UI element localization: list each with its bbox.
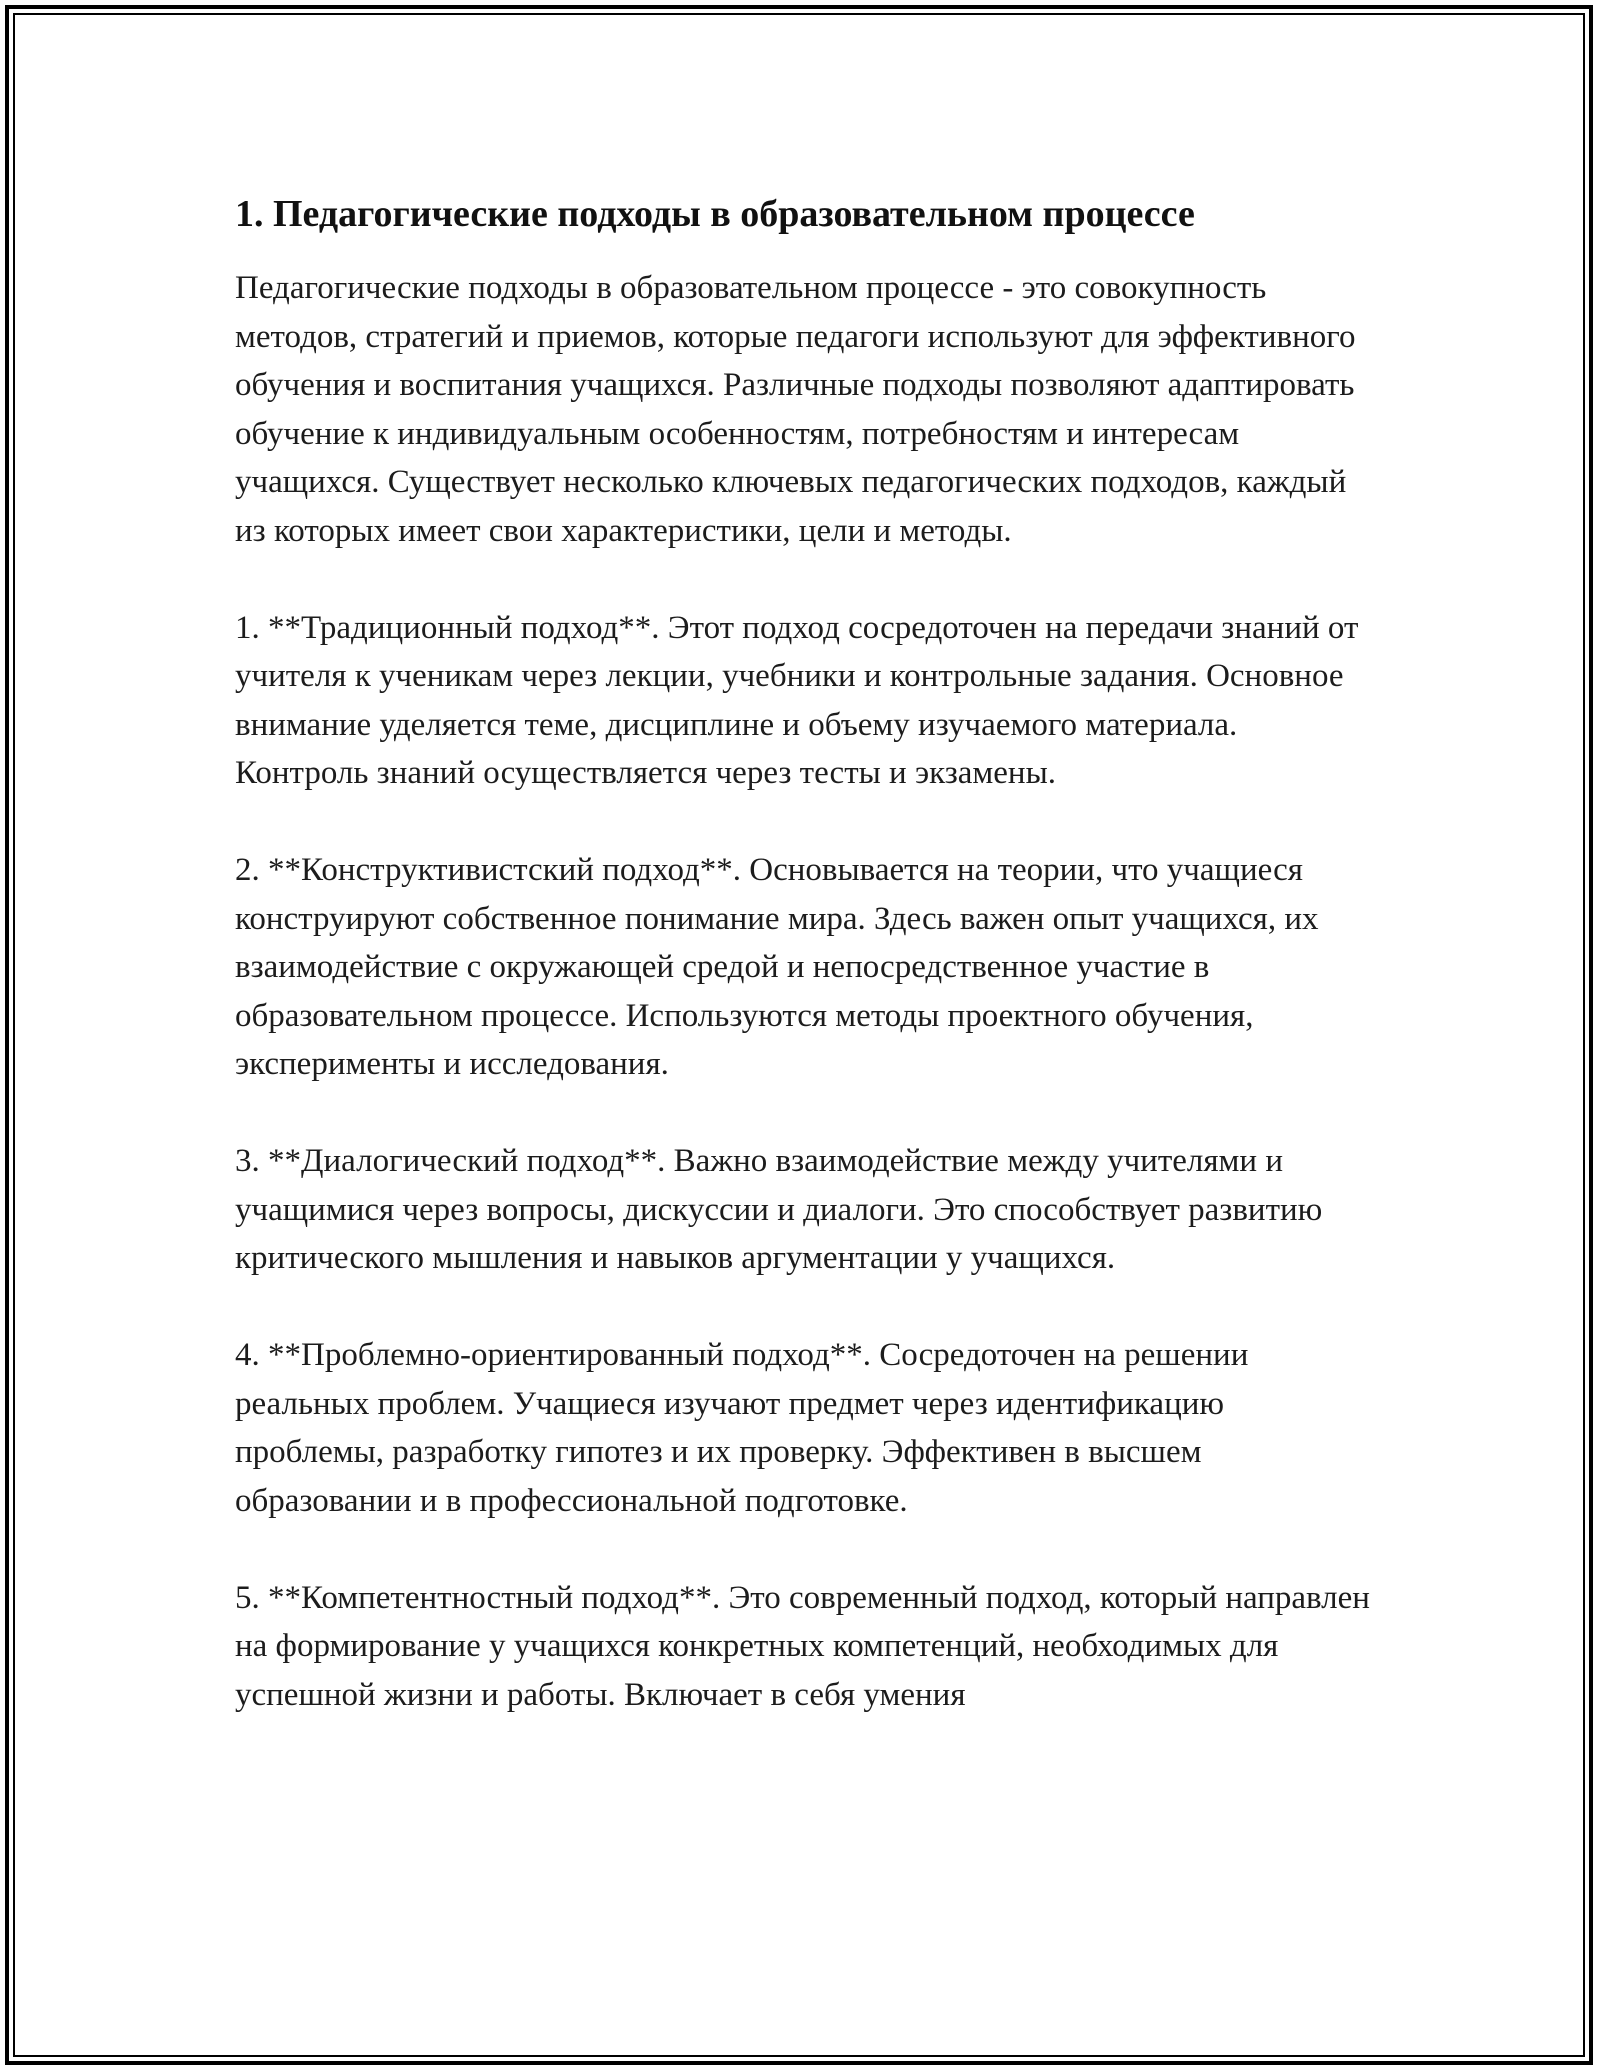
intro-paragraph: Педагогические подходы в образовательном процессе - это совокупность методов, стратегий и приемов, которые педагоги используют для эффективного обучения и воспитания учащихся. Различные подходы позволяют адаптировать обучение к индивидуальным особенностям, потребностям и интересам учащихся. Существует несколько ключевых педагогических подходов, каждый из которых имеет свои характеристики, цели и методы. [235,270,1356,549]
document-body [235,188,1375,1719]
list-item-dialogic: 3. **Диалогический подход**. Важно взаимодействие между учителями и учащимися через вопросы, дискуссии и диалоги. Это способствует развитию критического мышления и навыков аргументации у учащихся. [235,1143,1323,1276]
section-heading: 1. Педагогические подходы в образовательном процессе [235,193,1195,235]
list-item-competency: 5. **Компетентностный подход**. Это современный подход, который направлен на формирование у учащихся конкретных компетенций, необходимых для успешной жизни и работы. Включает в себя умения [235,1579,1370,1713]
list-item-problem-oriented: 4. **Проблемно-ориентированный подход**. Сосредоточен на решении реальных проблем. Учащиеся изучают предмет через идентификацию проблемы, разработку гипотез и их проверку. Эффективен в высшем образовании и в профессиональной подготовке. [235,1337,1249,1519]
list-item-constructivist: 2. **Конструктивистский подход**. Основывается на теории, что учащиеся конструируют собственное понимание мира. Здесь важен опыт учащихся, их взаимодействие с окружающей средой и непосредственное участие в образовательном процессе. Используются методы проектного обучения, эксперименты и исследования. [235,852,1319,1082]
list-item-traditional: 1. **Традиционный подход**. Этот подход сосредоточен на передачи знаний от учителя к ученикам через лекции, учебники и контрольные задания. Основное внимание уделяется теме, дисциплине и объему изучаемого материала. Контроль знаний осуществляется через тесты и экзамены. [235,609,1359,791]
